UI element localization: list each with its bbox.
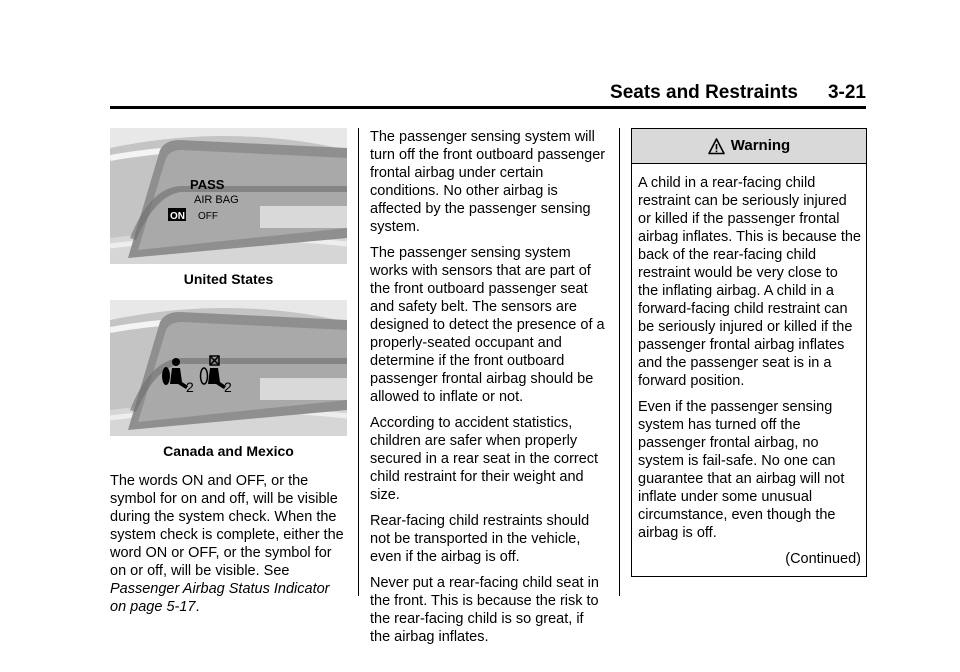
- column-divider: [358, 128, 359, 596]
- warning-paragraph: Even if the passenger sensing system has turned off the passenger frontal airbag, no system is fail-safe. No one can guarantee that an airbag will not inflate under some unusual circumstance, even though the airbag is off.: [638, 399, 845, 541]
- warning-box: [631, 128, 867, 577]
- figure-canada-mexico: [110, 300, 347, 436]
- continued-label: (Continued): [785, 551, 861, 567]
- passenger-airbag-symbol-illustration: [110, 300, 347, 436]
- pass-label: PASS: [190, 177, 225, 192]
- pass-airbag-indicator-illustration: [110, 128, 347, 264]
- cross-reference-link[interactable]: Passenger Airbag Status Indicator on page 5-17: [110, 581, 330, 615]
- column-middle: [370, 128, 607, 654]
- symbol-number-off: 2: [224, 379, 232, 395]
- body-paragraph: The words ON and OFF, or the symbol for on and off, will be visible during the system check. When the system check is complete, either the word ON or OFF, or the symbol for on or off, will be visible. See Passenger Airbag Status Indicator on page 5-17.: [110, 473, 344, 615]
- figure-caption-canada: Canada and Mexico: [163, 443, 294, 459]
- warning-header: [632, 129, 866, 164]
- body-paragraph: The passenger sensing system will turn off the front outboard passenger frontal airbag under certain conditions. No other airbag is affected by the passenger sensing system.: [370, 129, 606, 235]
- column-right: [631, 128, 867, 577]
- symbol-number-on: 2: [186, 379, 194, 395]
- body-paragraph: Never put a rear-facing child seat in the front. This is because the risk to the rear-facing child is so great, if the airbag inflates.: [370, 575, 599, 645]
- warning-paragraph: A child in a rear-facing child restraint can be seriously injured or killed if the passenger frontal airbag inflates. This is because the back of the rear-facing child restraint would be very close to the inflating airbag. A child in a forward-facing child restraint can be seriously injured or killed if the passenger frontal airbag inflates and the passenger seat is in a forward position.: [638, 175, 862, 389]
- column-divider: [619, 128, 620, 596]
- body-paragraph: Rear-facing child restraints should not be transported in the vehicle, even if the airbag is off.: [370, 513, 590, 565]
- figure-caption-us: United States: [183, 271, 274, 287]
- page-number: 3-21: [827, 82, 866, 103]
- off-label: OFF: [198, 211, 218, 222]
- figure-united-states: [110, 128, 347, 264]
- section-title: Seats and Restraints: [610, 82, 798, 103]
- warning-body: [632, 164, 866, 576]
- page-header: [110, 80, 866, 109]
- body-paragraph: According to accident statistics, children are safer when properly secured in a rear seat in the correct child restraint for their weight and size.: [370, 415, 599, 503]
- warning-title: Warning: [730, 137, 791, 154]
- on-label: ON: [170, 211, 185, 222]
- body-paragraph: The passenger sensing system works with sensors that are part of the front outboard passenger seat and safety belt. The sensors are designed to detect the presence of a properly-seated occupant and determine if the front outboard passenger frontal airbag should be allowed to inflate or not.: [370, 245, 605, 405]
- warning-icon: [708, 138, 725, 155]
- column-left: [110, 128, 347, 624]
- airbag-label: AIR BAG: [194, 194, 239, 206]
